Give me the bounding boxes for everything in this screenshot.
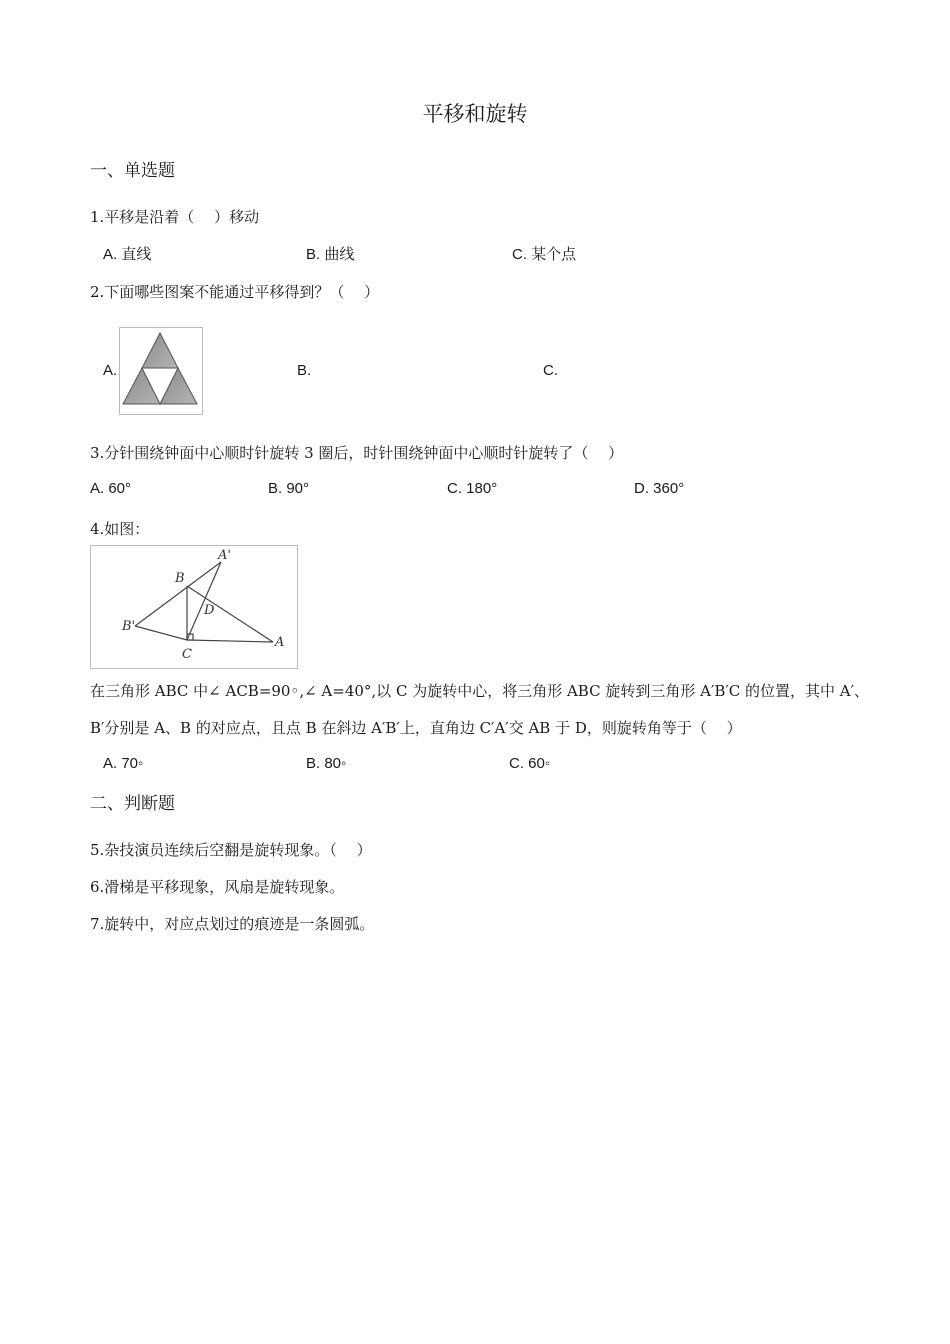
question-2-stem: 2.下面哪些图案不能通过平移得到？（ ） <box>90 283 380 301</box>
question-1-option-c[interactable]: C. 某个点 <box>512 246 577 263</box>
question-4-option-b[interactable]: B. 80◦ <box>306 755 347 772</box>
question-1-option-a[interactable]: A. 直线 <box>103 246 152 263</box>
rotation-triangle-figure <box>90 545 298 669</box>
triangle-pattern-figure <box>119 327 203 415</box>
question-5-stem: 5.杂技演员连续后空翻是旋转现象。（ ） <box>90 841 372 859</box>
segment-ca <box>187 640 273 642</box>
question-4-text-line-2: B′分别是 A、B 的对应点，且点 B 在斜边 A′B′上，直角边 C′A′交 AB 于 D，则旋转角等于（ ） <box>90 719 742 737</box>
question-3-stem: 3.分针围绕钟面中心顺时针旋转 3 圈后，时针围绕钟面中心顺时针旋转了（ ） <box>90 444 624 462</box>
label-a-prime: A' <box>218 548 231 563</box>
question-4-text-line-1: 在三角形 ABC 中∠ ACB=90◦,∠ A=40°,以 C 为旋转中心，将三角形 ABC 旋转到三角形 A′B′C 的位置，其中 A′、 <box>90 682 870 700</box>
segment-b-prime-c <box>135 626 187 640</box>
rotation-triangle-diagram <box>91 546 297 668</box>
section-heading-true-false: 二、判断题 <box>90 794 175 814</box>
question-4-option-c[interactable]: C. 60◦ <box>509 755 551 772</box>
question-1-stem: 1.平移是沿着（ ）移动 <box>90 208 260 226</box>
question-2-option-a[interactable]: A. <box>103 362 118 379</box>
question-4-option-a[interactable]: A. 70◦ <box>103 755 144 772</box>
question-3-option-d[interactable]: D. 360° <box>634 480 685 497</box>
question-4-stem: 4.如图： <box>90 520 150 538</box>
page-title: 平移和旋转 <box>422 102 528 126</box>
segment-ab <box>187 586 273 642</box>
label-b: B <box>175 571 185 586</box>
question-7-stem: 7.旋转中，对应点划过的痕迹是一条圆弧。 <box>90 915 375 933</box>
top-triangle <box>142 333 178 368</box>
label-a: A <box>275 635 285 650</box>
label-b-prime: B' <box>122 619 136 634</box>
triangle-pattern-image <box>120 328 202 414</box>
question-3-option-c[interactable]: C. 180° <box>447 480 498 497</box>
question-3-option-a[interactable]: A. 60° <box>90 480 132 497</box>
question-6-stem: 6.滑梯是平移现象，风扇是旋转现象。 <box>90 878 345 896</box>
question-2-option-b[interactable]: B. <box>297 362 312 379</box>
question-2-option-c[interactable]: C. <box>543 362 558 379</box>
label-c: C <box>182 647 192 662</box>
question-3-option-b[interactable]: B. 90° <box>268 480 310 497</box>
question-1-option-b[interactable]: B. 曲线 <box>306 246 355 263</box>
segment-c-a-prime <box>187 562 221 640</box>
section-heading-single-choice: 一、单选题 <box>90 161 175 181</box>
label-d: D <box>204 603 215 618</box>
